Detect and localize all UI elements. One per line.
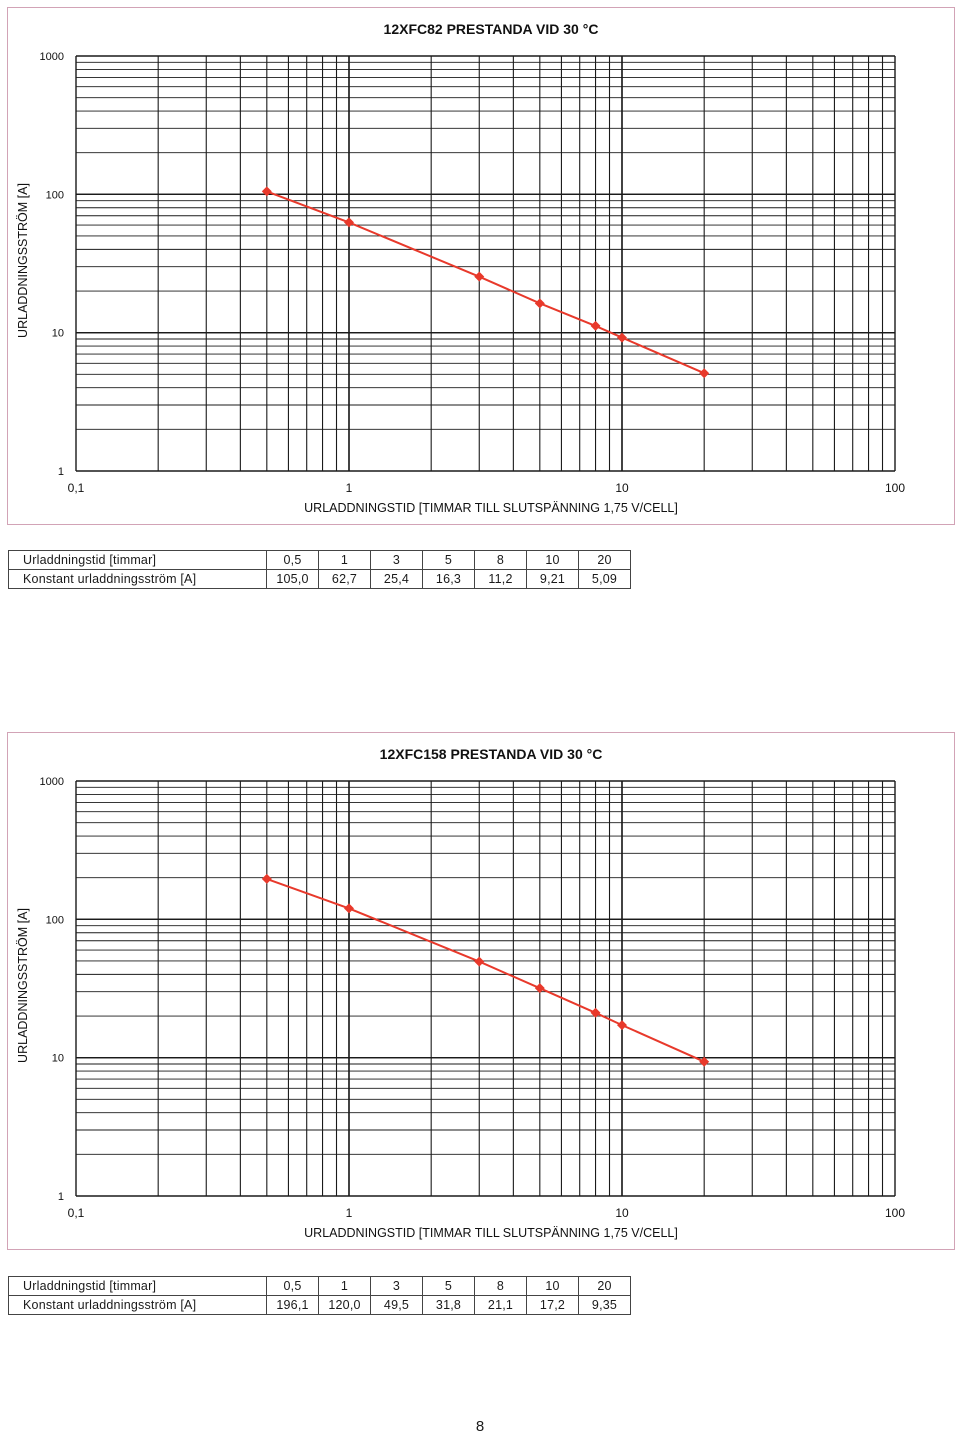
y-tick-label: 10 <box>51 1052 64 1065</box>
data-point-marker <box>591 321 601 331</box>
x-tick-label: 0,1 <box>67 481 85 495</box>
table-cell: 17,2 <box>527 1296 579 1315</box>
table-row-current <box>9 570 631 589</box>
table-cell: 11,2 <box>475 570 527 589</box>
table-cell: 31,8 <box>423 1296 475 1315</box>
data-point-marker <box>344 217 354 227</box>
data-point-marker <box>474 957 484 967</box>
data-point-marker <box>617 333 627 343</box>
table-cell: 25,4 <box>371 570 423 589</box>
table-cell: 20 <box>579 1277 631 1296</box>
data-table-12xfc82 <box>8 550 631 589</box>
x-tick-label: 0,1 <box>67 1206 85 1220</box>
x-tick-label: 10 <box>615 481 629 495</box>
data-point-marker <box>344 903 354 913</box>
y-tick-label: 10 <box>51 327 64 340</box>
table-cell: 9,35 <box>579 1296 631 1315</box>
table-cell: 105,0 <box>267 570 319 589</box>
x-axis-label: URLADDNINGSTID [TIMMAR TILL SLUTSPÄNNING 1,75 V/CELL] <box>304 501 678 515</box>
chart-title: 12XFC82 PRESTANDA VID 30 °C <box>383 21 599 37</box>
x-tick-label: 1 <box>345 1206 353 1220</box>
data-point-marker <box>699 368 709 378</box>
data-point-marker <box>617 1020 627 1030</box>
table-cell: 0,5 <box>267 551 319 570</box>
table-cell: 10 <box>527 551 579 570</box>
table-row-time <box>9 551 631 570</box>
data-point-marker <box>474 272 484 282</box>
table-cell: 8 <box>475 1277 527 1296</box>
data-point-marker <box>535 298 545 308</box>
x-tick-label: 100 <box>884 1206 906 1220</box>
table-cell: 196,1 <box>267 1296 319 1315</box>
table-cell: 49,5 <box>371 1296 423 1315</box>
y-tick-label: 1000 <box>39 51 64 63</box>
chart-title: 12XFC158 PRESTANDA VID 30 °C <box>379 746 603 762</box>
y-tick-label: 100 <box>45 914 64 927</box>
data-table-12xfc158 <box>8 1276 631 1315</box>
chart-12xfc82 <box>7 7 955 525</box>
row-label: Urladdningstid [timmar] <box>9 1277 267 1296</box>
table-cell: 9,21 <box>527 570 579 589</box>
table-row-time <box>9 1277 631 1296</box>
x-axis-label: URLADDNINGSTID [TIMMAR TILL SLUTSPÄNNING 1,75 V/CELL] <box>304 1226 678 1240</box>
table-cell: 3 <box>371 551 423 570</box>
x-tick-label: 1 <box>345 481 353 495</box>
table-cell: 5 <box>423 551 475 570</box>
y-axis-label: URLADDNINGSSTRÖM [A] <box>16 908 30 1063</box>
row-label: Konstant urladdningsström [A] <box>9 1296 267 1315</box>
table-cell: 20 <box>579 551 631 570</box>
table-cell: 1 <box>319 551 371 570</box>
x-tick-label: 10 <box>615 1206 629 1220</box>
table-cell: 62,7 <box>319 570 371 589</box>
x-tick-label: 100 <box>884 481 906 495</box>
horizontal-gridlines <box>76 781 895 1196</box>
y-tick-label: 1000 <box>39 776 64 788</box>
chart-svg <box>8 733 956 1251</box>
vertical-gridlines <box>76 781 895 1196</box>
row-label: Urladdningstid [timmar] <box>9 551 267 570</box>
vertical-gridlines <box>76 56 895 471</box>
y-tick-label: 1 <box>57 1191 64 1203</box>
chart-svg <box>8 8 956 526</box>
page-number: 8 <box>475 1418 485 1435</box>
table-cell: 0,5 <box>267 1277 319 1296</box>
table-cell: 10 <box>527 1277 579 1296</box>
table-cell: 3 <box>371 1277 423 1296</box>
chart-12xfc158 <box>7 732 955 1250</box>
data-point-marker <box>262 874 272 884</box>
series-line <box>267 879 704 1062</box>
horizontal-gridlines <box>76 56 895 471</box>
table-cell: 8 <box>475 551 527 570</box>
table-cell: 5 <box>423 1277 475 1296</box>
table-row-current <box>9 1296 631 1315</box>
row-label: Konstant urladdningsström [A] <box>9 570 267 589</box>
table-cell: 21,1 <box>475 1296 527 1315</box>
table-cell: 120,0 <box>319 1296 371 1315</box>
y-axis-label: URLADDNINGSSTRÖM [A] <box>16 183 30 338</box>
table-cell: 1 <box>319 1277 371 1296</box>
y-tick-label: 1 <box>57 466 64 478</box>
table-cell: 16,3 <box>423 570 475 589</box>
table-cell: 5,09 <box>579 570 631 589</box>
y-tick-label: 100 <box>45 189 64 202</box>
